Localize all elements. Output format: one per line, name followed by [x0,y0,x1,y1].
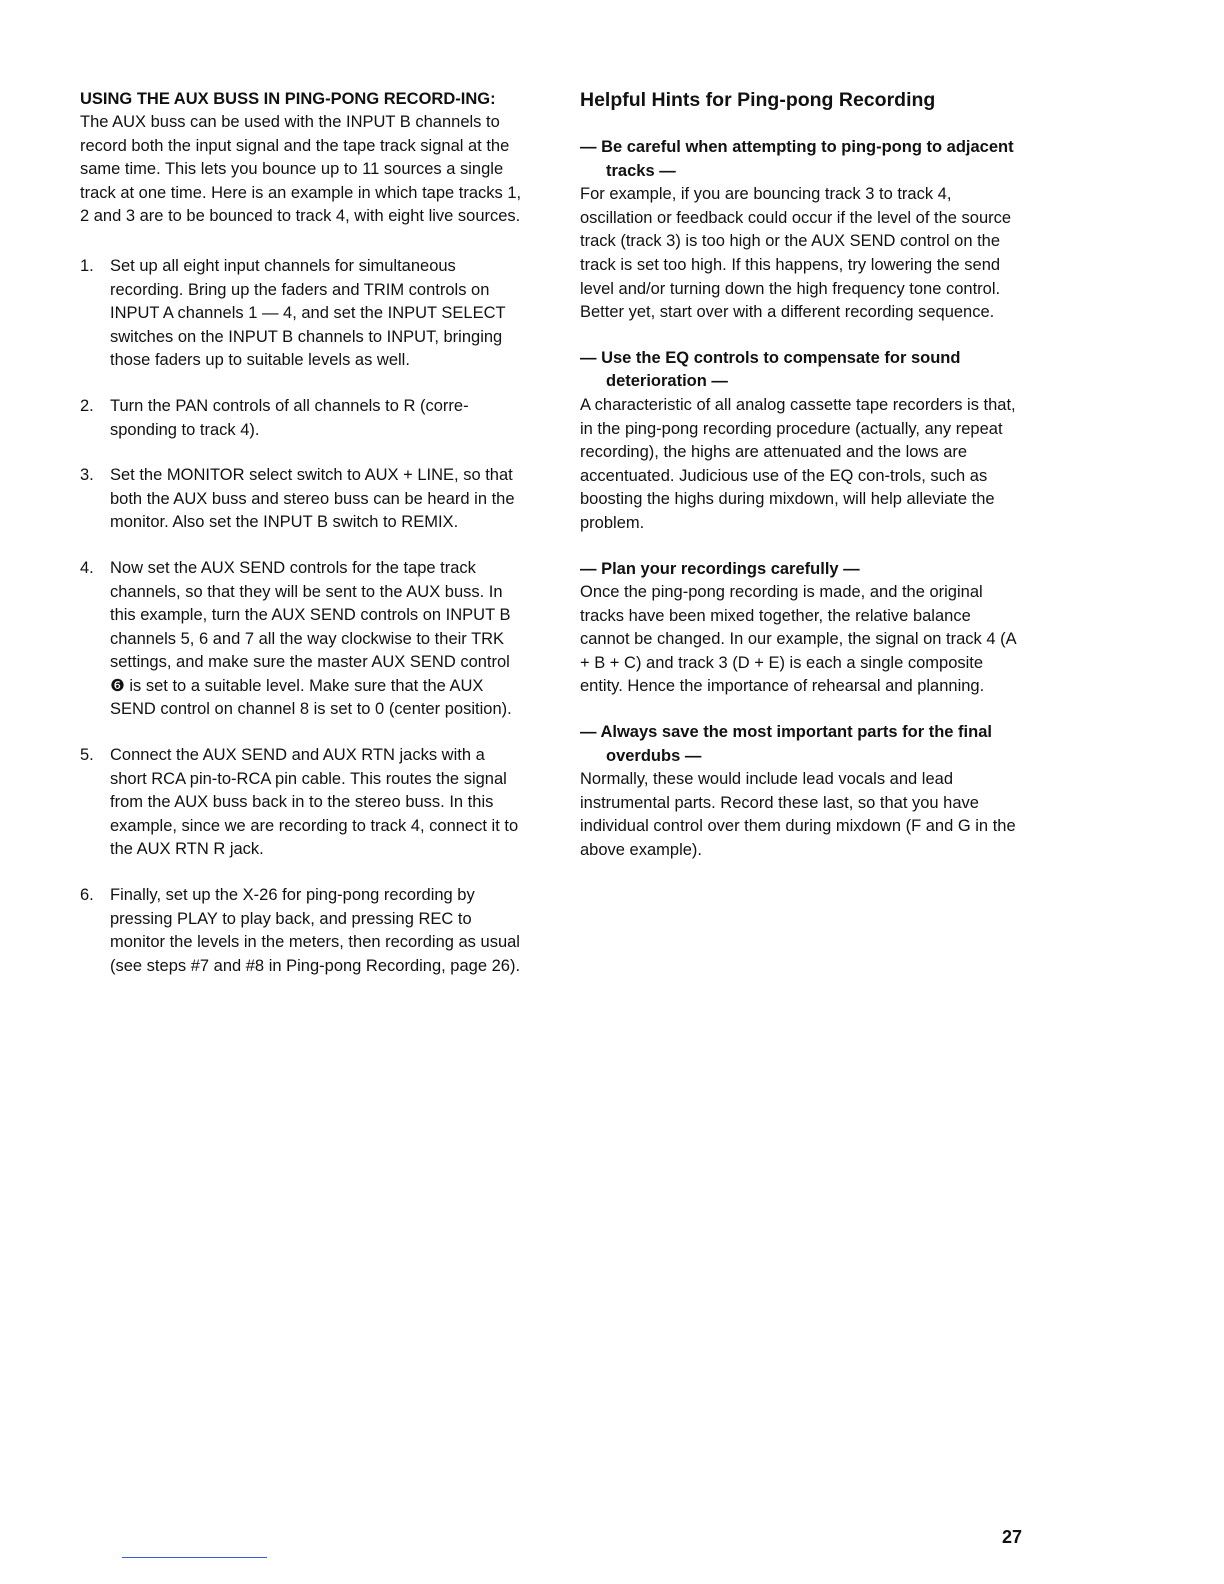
step-number: 3. [80,466,94,485]
step-text: Turn the PAN controls of all channels to R (corre-sponding to track 4). [110,396,469,439]
hint-text: Once the ping-pong recording is made, and the original tracks have been mixed together, the relative balance cannot be changed. In our example, the signal on track 4 (A + B + C) and track 3 (D + E) is each a single composite entity. Hence the importance of rehearsal and planning. [580,583,1016,696]
step-number: 1. [80,256,94,275]
step-number: 2. [80,396,94,415]
intro-paragraph: The AUX buss can be used with the INPUT B channels to record both the input signal and the tape track signal at the same time. This lets you bounce up to 11 sources a single track at one time. Here is an example in which tape tracks 1, 2 and 3 are to be bounced to track 4, with eight live sources. [80,113,522,226]
steps-list [80,255,526,978]
step-text: Now set the AUX SEND controls for the tape track channels, so that they will be sent to the AUX buss. In this example, turn the AUX SEND controls on INPUT B channels 5, 6 and 7 all the way clockwise to their TRK settings, and make sure the master AUX SEND control ❻ is set to a suitable level. Make sure that the AUX SEND control on channel 8 is set to 0 (center position). [110,558,512,719]
step-text: Set up all eight input channels for simultaneous recording. Bring up the faders and TRIM controls on INPUT A channels 1 — 4, and set the INPUT SELECT switches on the INPUT B channels to INPUT, bringing those faders up to suitable levels as well. [110,256,506,370]
hint-text: For example, if you are bouncing track 3 to track 4, oscillation or feedback could occur if the level of the source track (track 3) is too high or the AUX SEND control on the track is set too high. If this happens, try lowering the send level and/or turning down the high frequency tone control. Better yet, start over with a different recording sequence. [580,185,1012,322]
section-heading: USING THE AUX BUSS IN PING-PONG RECORD-ING: [80,90,496,108]
hints-title: Helpful Hints for Ping-pong Recording [580,89,936,111]
step-item [80,744,526,862]
hint-title: — Always save the most important parts for the final overdubs — [580,723,992,765]
hint-block [580,558,1024,700]
step-text: Finally, set up the X-26 for ping-pong recording by pressing PLAY to play back, and pressing REC to monitor the levels in the meters, then recording as usual (see steps #7 and #8 in Ping-pong Recording, page 26). [110,886,521,975]
hint-text: Normally, these would include lead vocals and lead instrumental parts. Record these last, so that you have individual control over them during mixdown (F and G in the above example). [580,770,1016,860]
hint-block [580,136,1024,325]
footer-rule [122,1557,267,1558]
step-item [80,464,526,535]
step-text: Connect the AUX SEND and AUX RTN jacks with a short RCA pin-to-RCA pin cable. This routes the signal from the AUX buss back in to the stereo buss. In this example, since we are recording to track 4, connect it to the AUX RTN R jack. [110,746,519,859]
hint-block [580,721,1024,863]
hint-text: A characteristic of all analog cassette tape recorders is that, in the ping-pong recording procedure (actually, any repeat recording), the highs are attenuated and the lows are accentuated. Judicious use of the EQ con-trols, such as boosting the highs during mixdown, will help alleviate the problem. [580,395,1016,532]
step-number: 4. [80,558,94,577]
step-item [80,255,526,373]
step-number: 5. [80,746,94,765]
hint-title: — Use the EQ controls to compensate for sound deterioration — [580,348,961,391]
hint-title: — Be careful when attempting to ping-pong to adjacent tracks — [580,138,1014,180]
step-item [80,884,526,978]
left-column [80,88,526,1000]
step-text: Set the MONITOR select switch to AUX + LINE, so that both the AUX buss and stereo buss can be heard in the monitor. Also set the INPUT B switch to REMIX. [110,466,515,532]
step-item [80,557,526,722]
right-column [580,88,1024,885]
step-item [80,395,526,442]
hint-block [580,347,1024,536]
hint-title: — Plan your recordings carefully — [580,559,860,578]
page-number: 27 [1002,1527,1023,1547]
step-number: 6. [80,886,94,905]
